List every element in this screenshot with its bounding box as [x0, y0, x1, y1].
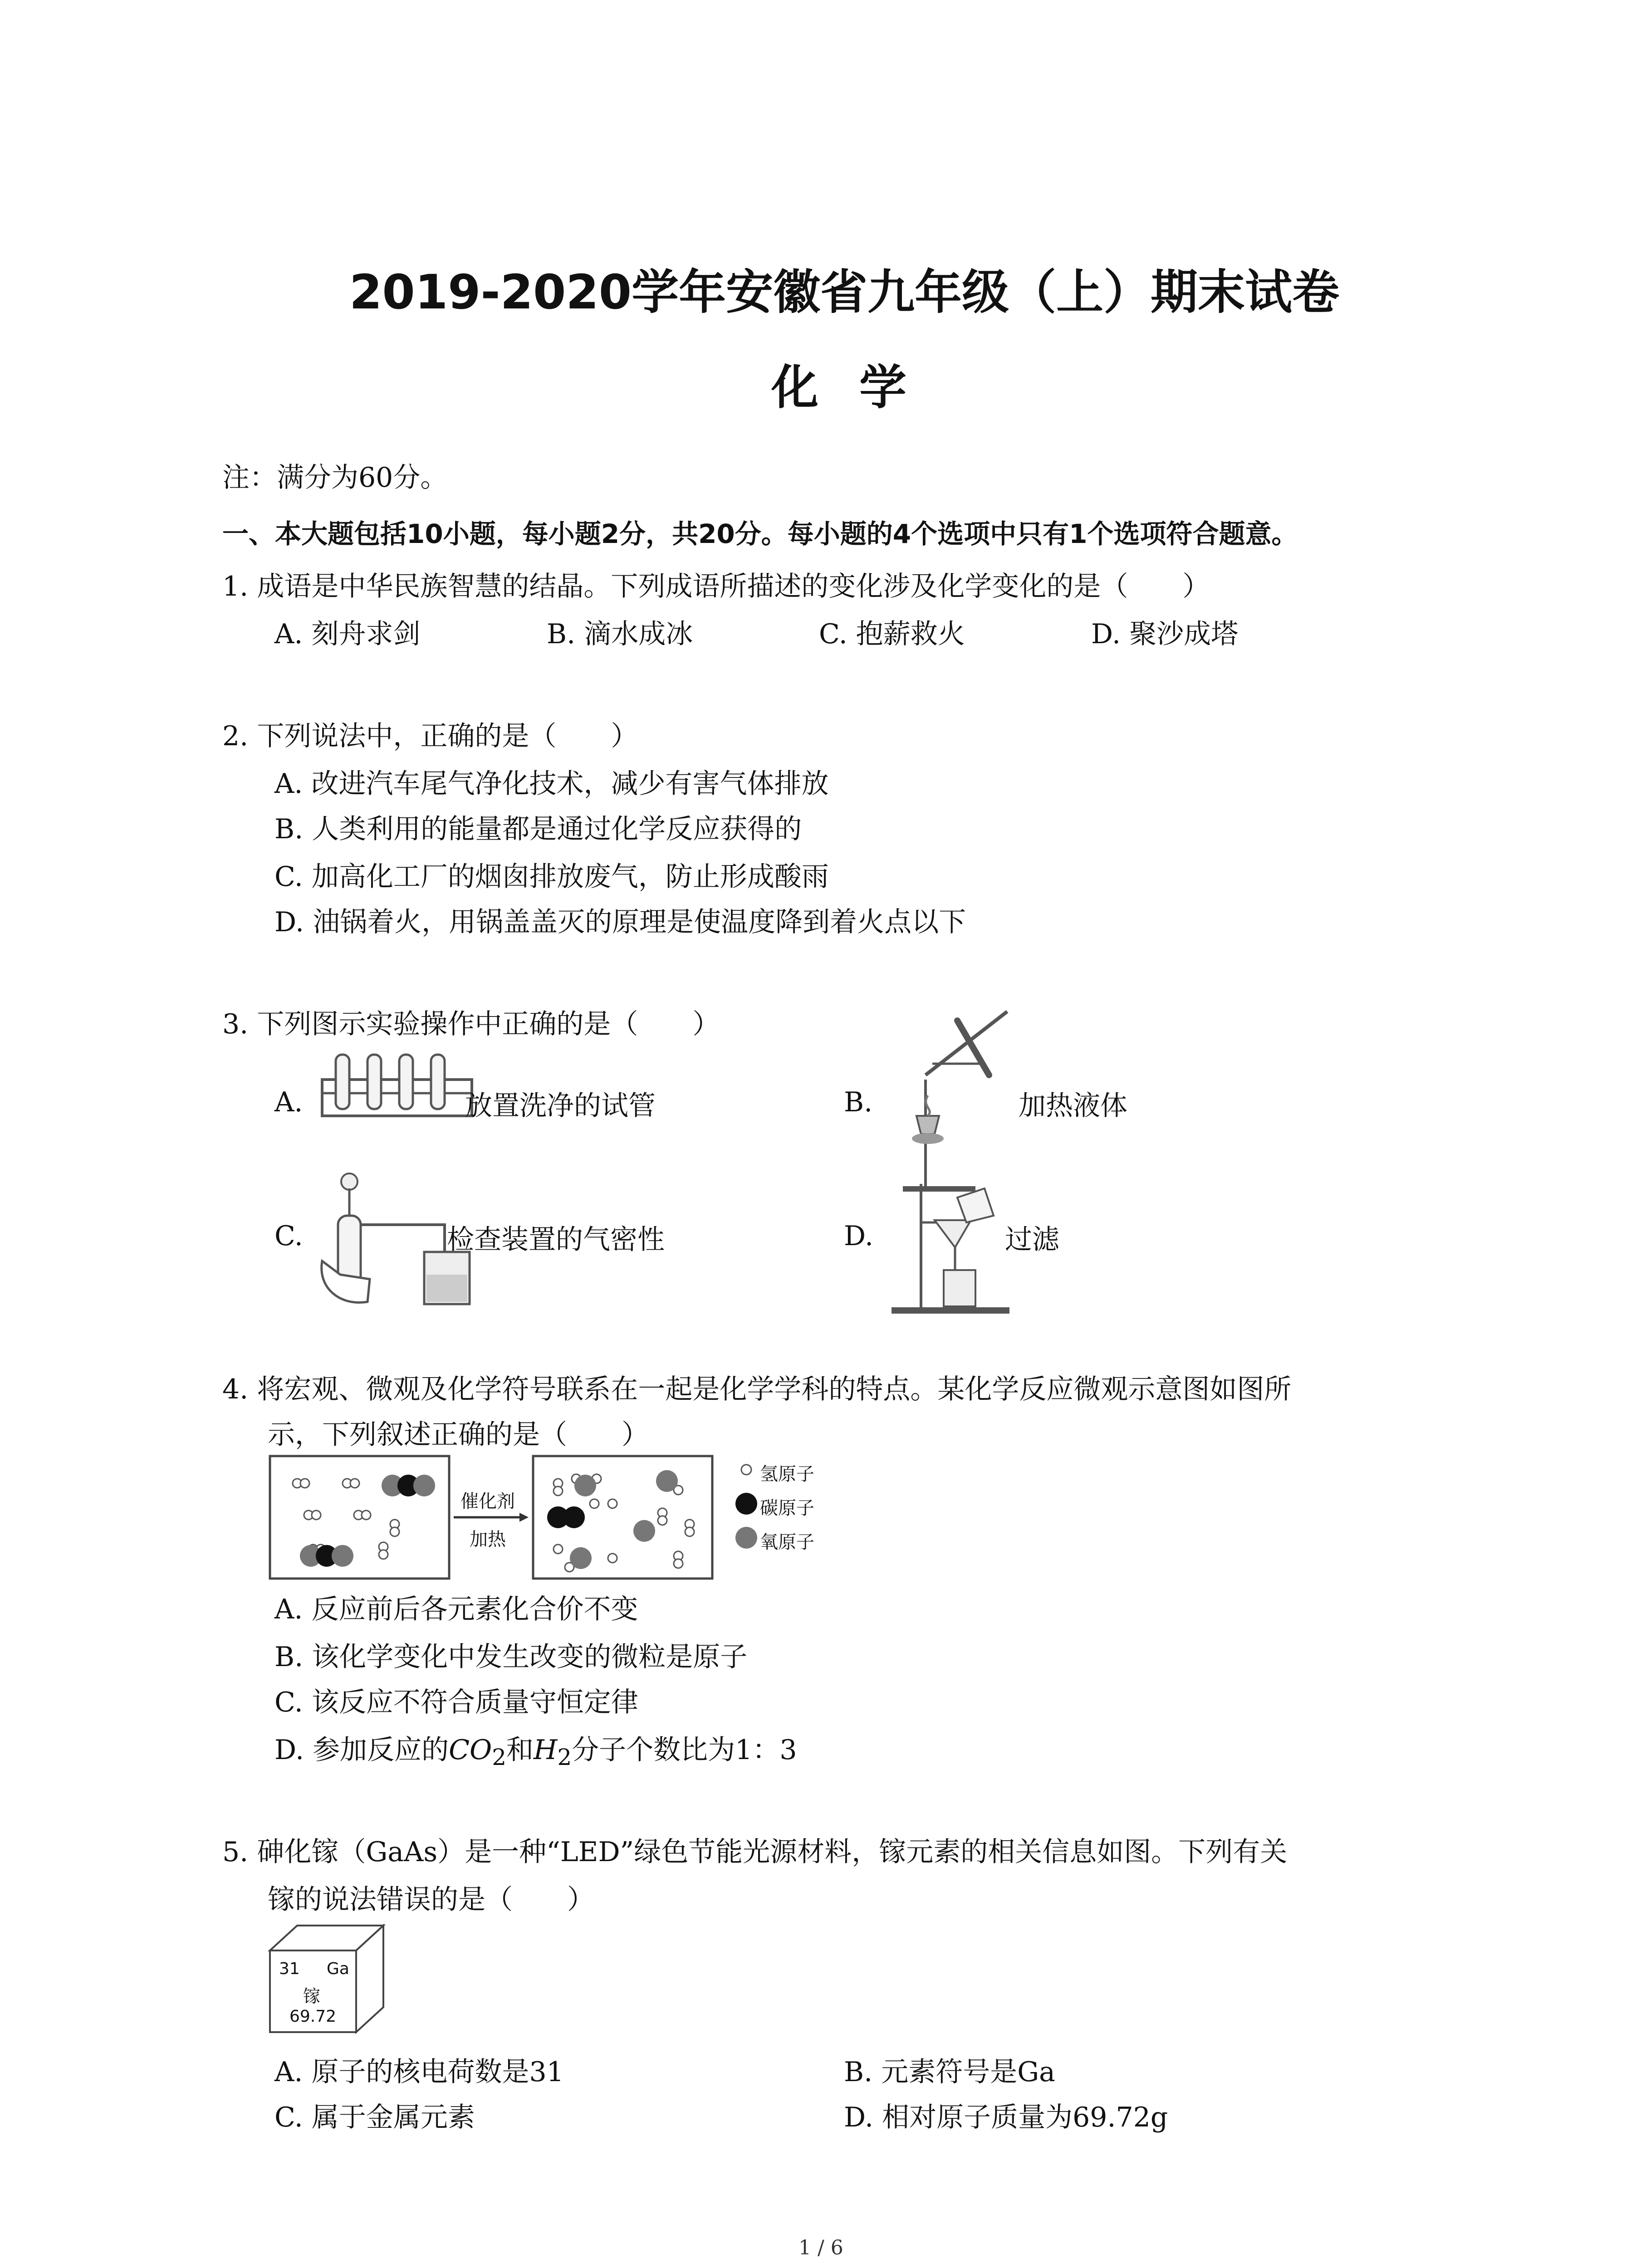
element-name: 镓 [303, 1986, 321, 2006]
heating-liquid-figure [889, 1002, 1034, 1193]
question-4-stem-line1: 4. 将宏观、微观及化学符号联系在一起是化学学科的特点。某化学反应微观示意图如图所 [222, 1374, 1292, 1405]
q4-option-d-suffix: 分子个数比为1：3 [572, 1734, 797, 1766]
h2-subscript: 2 [557, 1744, 572, 1770]
q3-option-b-letter: B. [844, 1086, 873, 1118]
q2-option-b: B. 人类利用的能量都是通过化学反应获得的 [274, 813, 802, 845]
q4-option-b: B. 该化学变化中发生改变的微粒是原子 [274, 1641, 748, 1673]
element-number: 31 [279, 1960, 300, 1978]
question-3-stem: 3. 下列图示实验操作中正确的是（ ） [222, 1008, 720, 1040]
legend-carbon: 碳原子 [760, 1498, 814, 1519]
q1-option-d: D. 聚沙成塔 [1091, 618, 1239, 650]
q2-option-c: C. 加高化工厂的烟囱排放废气，防止形成酸雨 [274, 861, 829, 893]
q3-option-d-label: 过滤 [1005, 1224, 1059, 1256]
q4-option-c: C. 该反应不符合质量守恒定律 [274, 1686, 638, 1718]
h2-symbol: H [534, 1734, 558, 1766]
page-title: 2019-2020学年安徽省九年级（上）期末试卷 [349, 264, 1340, 320]
q3-option-b-label: 加热液体 [1019, 1090, 1127, 1122]
q1-option-b: B. 滴水成冰 [547, 618, 693, 650]
q3-option-c-label: 检查装置的气密性 [447, 1224, 665, 1256]
co2-symbol: CO [449, 1734, 492, 1766]
question-4-stem-line2: 示，下列叙述正确的是（ ） [268, 1419, 649, 1451]
q1-option-c: C. 抱薪救火 [819, 618, 965, 650]
q5-option-b: B. 元素符号是Ga [844, 2056, 1055, 2088]
reaction-micro-diagram [268, 1454, 835, 1590]
test-tube-rack-figure [318, 1052, 481, 1120]
arrow-label-heat: 加热 [470, 1529, 506, 1550]
q5-option-d: D. 相对原子质量为69.72g [844, 2102, 1168, 2133]
section-heading: 一、本大题包括10小题，每小题2分，共20分。每小题的4个选项中只有1个选项符合题意。 [222, 518, 1298, 549]
q3-option-d-letter: D. [844, 1220, 874, 1252]
question-5-stem-line1: 5. 砷化镓（GaAs）是一种“LED”绿色节能光源材料，镓元素的相关信息如图。下列有关 [222, 1836, 1288, 1868]
legend-hydrogen: 氢原子 [760, 1464, 814, 1485]
q5-option-a: A. 原子的核电荷数是31 [274, 2056, 564, 2088]
question-1-stem: 1. 成语是中华民族智慧的结晶。下列成语所描述的变化涉及化学变化的是（ ） [222, 571, 1210, 602]
q3-option-a-letter: A. [274, 1086, 303, 1118]
q4-option-d [274, 1728, 797, 1770]
question-5-stem-line2: 镓的说法错误的是（ ） [268, 1884, 594, 1916]
co2-subscript: 2 [492, 1744, 507, 1770]
q4-option-a: A. 反应前后各元素化合价不变 [274, 1593, 638, 1625]
legend-oxygen: 氧原子 [760, 1532, 814, 1553]
q3-option-c-letter: C. [274, 1220, 303, 1252]
q4-option-d-prefix: D. 参加反应的 [274, 1734, 449, 1766]
q2-option-a: A. 改进汽车尾气净化技术，减少有害气体排放 [274, 768, 829, 800]
q3-option-a-label: 放置洗净的试管 [465, 1090, 656, 1122]
q2-option-d: D. 油锅着火，用锅盖盖灭的原理是使温度降到着火点以下 [274, 906, 966, 938]
score-note: 注：满分为60分。 [222, 462, 448, 494]
element-symbol: Ga [327, 1960, 349, 1978]
and-word: 和 [506, 1734, 534, 1766]
element-mass: 69.72 [289, 2007, 337, 2026]
subject-title: 化学 [771, 360, 948, 415]
q5-option-c: C. 属于金属元素 [274, 2102, 475, 2133]
arrow-label-catalyst: 催化剂 [460, 1491, 515, 1512]
q1-option-a: A. 刻舟求剑 [274, 618, 421, 650]
question-2-stem: 2. 下列说法中，正确的是（ ） [222, 720, 638, 752]
page-number: 1 / 6 [798, 2236, 843, 2259]
